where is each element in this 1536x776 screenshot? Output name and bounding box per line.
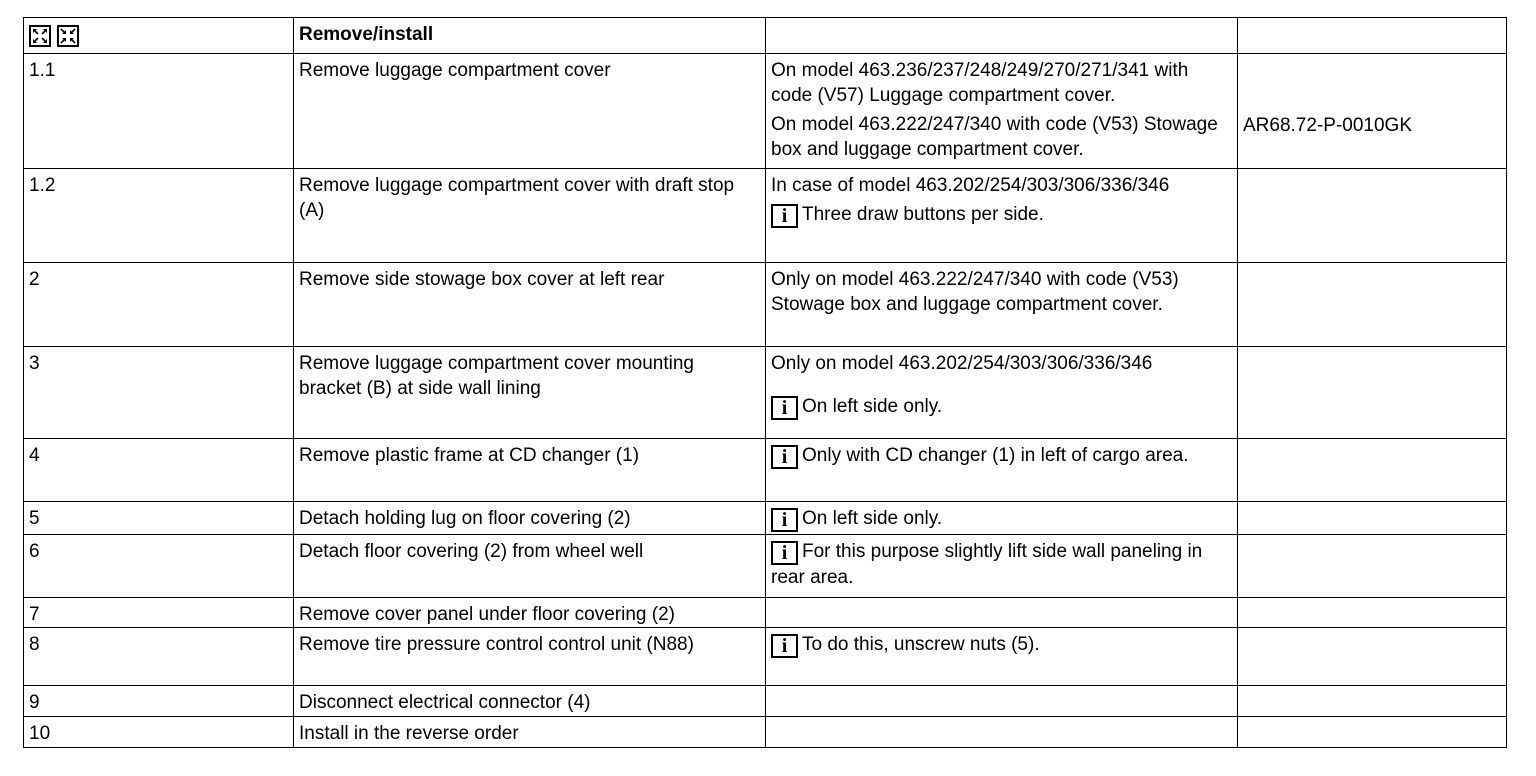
note-text: On left side only. xyxy=(802,396,943,417)
table-row xyxy=(24,535,1507,598)
step-number-cell xyxy=(24,347,294,439)
header-notes-cell xyxy=(766,18,1238,54)
step-notes-cell xyxy=(766,54,1238,169)
step-number-cell xyxy=(24,598,294,628)
step-action: Remove luggage compartment cover with draft stop (A) xyxy=(299,175,735,221)
note-text: Three draw buttons per side. xyxy=(802,204,1044,225)
step-number-cell xyxy=(24,169,294,263)
table-row xyxy=(24,347,1507,439)
step-number: 4 xyxy=(29,445,40,466)
note-text: Only on model 463.202/254/303/306/336/346 xyxy=(771,353,1153,374)
info-icon: i xyxy=(771,204,798,228)
header-symbols-cell xyxy=(24,18,294,54)
step-action-cell xyxy=(294,169,766,263)
step-number-cell xyxy=(24,439,294,502)
note-paragraph xyxy=(771,173,1232,198)
table-row xyxy=(24,502,1507,535)
step-notes-cell xyxy=(766,502,1238,535)
step-notes-cell xyxy=(766,686,1238,717)
step-notes-cell xyxy=(766,535,1238,598)
procedure-table xyxy=(23,17,1507,748)
step-notes-cell xyxy=(766,169,1238,263)
step-number-cell xyxy=(24,717,294,748)
step-action-cell xyxy=(294,502,766,535)
step-action: Detach floor covering (2) from wheel well xyxy=(299,541,644,562)
document-reference-cell xyxy=(1238,628,1507,686)
note-paragraph xyxy=(771,112,1232,162)
note-paragraph xyxy=(771,202,1232,228)
note-paragraph xyxy=(771,443,1232,469)
step-number: 6 xyxy=(29,541,40,562)
note-paragraph xyxy=(771,539,1232,590)
step-action: Remove luggage compartment cover mounting bracket (B) at side wall lining xyxy=(299,353,694,399)
step-notes-cell xyxy=(766,263,1238,347)
note-text: To do this, unscrew nuts (5). xyxy=(802,634,1040,655)
step-number: 3 xyxy=(29,353,40,374)
note-text: On model 463.236/237/248/249/270/271/341 with code (V57) Luggage compartment cover. xyxy=(771,60,1189,106)
note-text: Only on model 463.222/247/340 with code (V53) Stowage box and luggage compartment cover. xyxy=(771,269,1179,315)
table-row xyxy=(24,263,1507,347)
note-text: On left side only. xyxy=(802,508,943,529)
step-action-cell xyxy=(294,717,766,748)
step-action: Remove tire pressure control control unit (N88) xyxy=(299,634,694,655)
step-action: Remove luggage compartment cover xyxy=(299,60,611,81)
step-action: Detach holding lug on floor covering (2) xyxy=(299,508,631,529)
table-row xyxy=(24,169,1507,263)
header-row xyxy=(24,18,1507,54)
step-number: 2 xyxy=(29,269,40,290)
step-action-cell xyxy=(294,686,766,717)
step-number-cell xyxy=(24,535,294,598)
step-action-cell xyxy=(294,598,766,628)
step-action: Remove plastic frame at CD changer (1) xyxy=(299,445,640,466)
section-title: Remove/install xyxy=(299,24,434,45)
note-text: Only with CD changer (1) in left of cargo area. xyxy=(802,445,1189,466)
step-action-cell xyxy=(294,439,766,502)
step-action: Remove cover panel under floor covering (2) xyxy=(299,604,675,625)
step-action: Remove side stowage box cover at left rear xyxy=(299,269,665,290)
table-row xyxy=(24,686,1507,717)
step-action-cell xyxy=(294,263,766,347)
document-reference-cell xyxy=(1238,439,1507,502)
document-reference-cell xyxy=(1238,263,1507,347)
step-notes-cell xyxy=(766,717,1238,748)
document-reference-cell xyxy=(1238,535,1507,598)
install-symbol-icon xyxy=(57,25,79,47)
step-number-cell xyxy=(24,502,294,535)
note-paragraph xyxy=(771,267,1232,317)
step-notes-cell xyxy=(766,628,1238,686)
step-number-cell xyxy=(24,263,294,347)
step-number: 9 xyxy=(29,692,40,713)
table-row xyxy=(24,628,1507,686)
info-icon: i xyxy=(771,634,798,658)
table-row xyxy=(24,598,1507,628)
step-number: 1.1 xyxy=(29,60,56,81)
step-notes-cell xyxy=(766,439,1238,502)
step-notes-cell xyxy=(766,347,1238,439)
document-reference-cell xyxy=(1238,347,1507,439)
remove-symbol-icon xyxy=(29,25,51,47)
document-reference-cell xyxy=(1238,502,1507,535)
step-number: 10 xyxy=(29,723,51,744)
step-action-cell xyxy=(294,628,766,686)
table-row xyxy=(24,717,1507,748)
info-icon: i xyxy=(771,445,798,469)
step-action: Disconnect electrical connector (4) xyxy=(299,692,591,713)
note-text: On model 463.222/247/340 with code (V53) Stowage box and luggage compartment cover. xyxy=(771,114,1218,160)
procedure-table-body xyxy=(24,18,1507,748)
table-row xyxy=(24,439,1507,502)
step-action-cell xyxy=(294,347,766,439)
document-reference-cell xyxy=(1238,717,1507,748)
step-notes-cell xyxy=(766,598,1238,628)
note-paragraph xyxy=(771,394,1232,420)
header-ref-cell xyxy=(1238,18,1507,54)
document-reference-cell xyxy=(1238,54,1507,169)
note-paragraph xyxy=(771,506,1232,532)
info-icon: i xyxy=(771,396,798,420)
document-reference-cell xyxy=(1238,686,1507,717)
step-number: 7 xyxy=(29,604,40,625)
step-action-cell xyxy=(294,535,766,598)
document-reference-cell xyxy=(1238,169,1507,263)
header-title-cell xyxy=(294,18,766,54)
note-paragraph xyxy=(771,351,1232,376)
step-number: 5 xyxy=(29,508,40,529)
step-number: 1.2 xyxy=(29,175,56,196)
step-number-cell xyxy=(24,628,294,686)
step-number: 8 xyxy=(29,634,40,655)
step-action: Install in the reverse order xyxy=(299,723,519,744)
step-action-cell xyxy=(294,54,766,169)
step-number-cell xyxy=(24,686,294,717)
note-text: In case of model 463.202/254/303/306/336/346 xyxy=(771,175,1170,196)
table-row xyxy=(24,54,1507,169)
document-reference-cell xyxy=(1238,598,1507,628)
note-paragraph xyxy=(771,632,1232,658)
note-paragraph xyxy=(771,58,1232,108)
step-number-cell xyxy=(24,54,294,169)
info-icon: i xyxy=(771,541,798,565)
note-text: For this purpose slightly lift side wall paneling in rear area. xyxy=(771,541,1203,588)
info-icon: i xyxy=(771,508,798,532)
document-reference-link[interactable]: AR68.72-P-0010GK xyxy=(1243,114,1412,136)
